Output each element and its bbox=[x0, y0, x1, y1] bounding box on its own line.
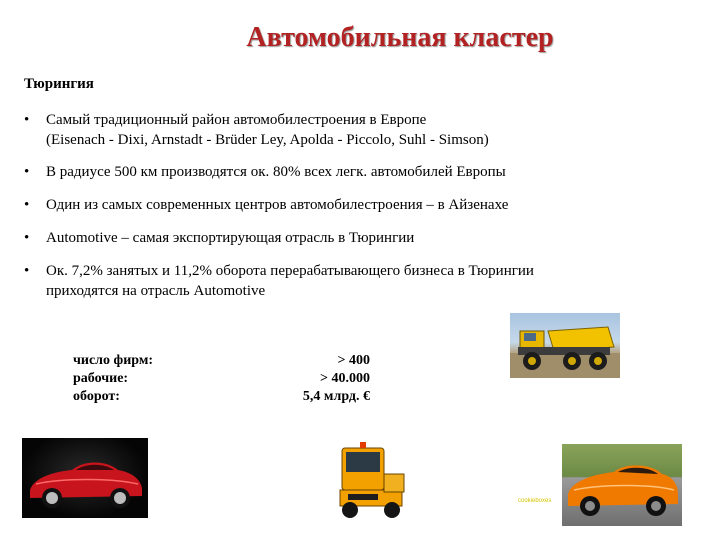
bullet-list bbox=[22, 110, 702, 301]
stat-label-firms: число фирм: bbox=[73, 353, 154, 368]
bullet-text: Automotive – самая экспортирующая отрасль в Тюрингии bbox=[46, 230, 415, 246]
dump-truck-image bbox=[510, 313, 620, 378]
bullet-text: Самый традиционный район автомобилестроения в Европе bbox=[46, 112, 427, 128]
bullet-icon: • bbox=[24, 164, 30, 180]
stats-labels bbox=[73, 352, 153, 406]
red-sports-car-image bbox=[22, 438, 148, 518]
bullet-text: Ок. 7,2% занятых и 11,2% оборота перерабатывающего бизнеса в Тюрингии bbox=[46, 263, 534, 279]
bullet-text-continued: приходятся на отрасль Automotive bbox=[46, 283, 266, 299]
bullet-text-continued: (Eisenach - Dixi, Arnstadt - Brüder Ley, Apolda - Piccolo, Suhl - Simson) bbox=[46, 132, 489, 148]
stat-label-workers: рабочие: bbox=[73, 371, 129, 386]
utility-vehicle-image bbox=[332, 438, 412, 524]
bullet-item bbox=[22, 110, 702, 150]
stat-value-workers: > 40.000 bbox=[320, 371, 370, 386]
bullet-text: Один из самых современных центров автомобилестроения – в Айзенахе bbox=[46, 197, 509, 213]
bullet-item bbox=[22, 228, 702, 248]
bullet-icon: • bbox=[24, 263, 30, 279]
stat-value-turnover: 5,4 млрд. € bbox=[302, 389, 370, 404]
region-subtitle: Тюрингия bbox=[24, 76, 94, 92]
bullet-text: В радиусе 500 км производятся ок. 80% всех легк. автомобилей Европы bbox=[46, 164, 506, 180]
image-caption: cookieboxes bbox=[518, 498, 552, 504]
stat-value-firms: > 400 bbox=[337, 353, 370, 368]
slide-title: Автомобильная кластер bbox=[246, 22, 554, 53]
orange-supercar-image bbox=[562, 444, 682, 526]
bullet-item bbox=[22, 162, 702, 182]
bullet-icon: • bbox=[24, 112, 30, 128]
bullet-item bbox=[22, 261, 702, 301]
stat-label-turnover: оборот: bbox=[73, 389, 120, 404]
bullet-item bbox=[22, 195, 702, 215]
bullet-icon: • bbox=[24, 230, 30, 246]
stats-values bbox=[270, 352, 370, 406]
bullet-icon: • bbox=[24, 197, 30, 213]
